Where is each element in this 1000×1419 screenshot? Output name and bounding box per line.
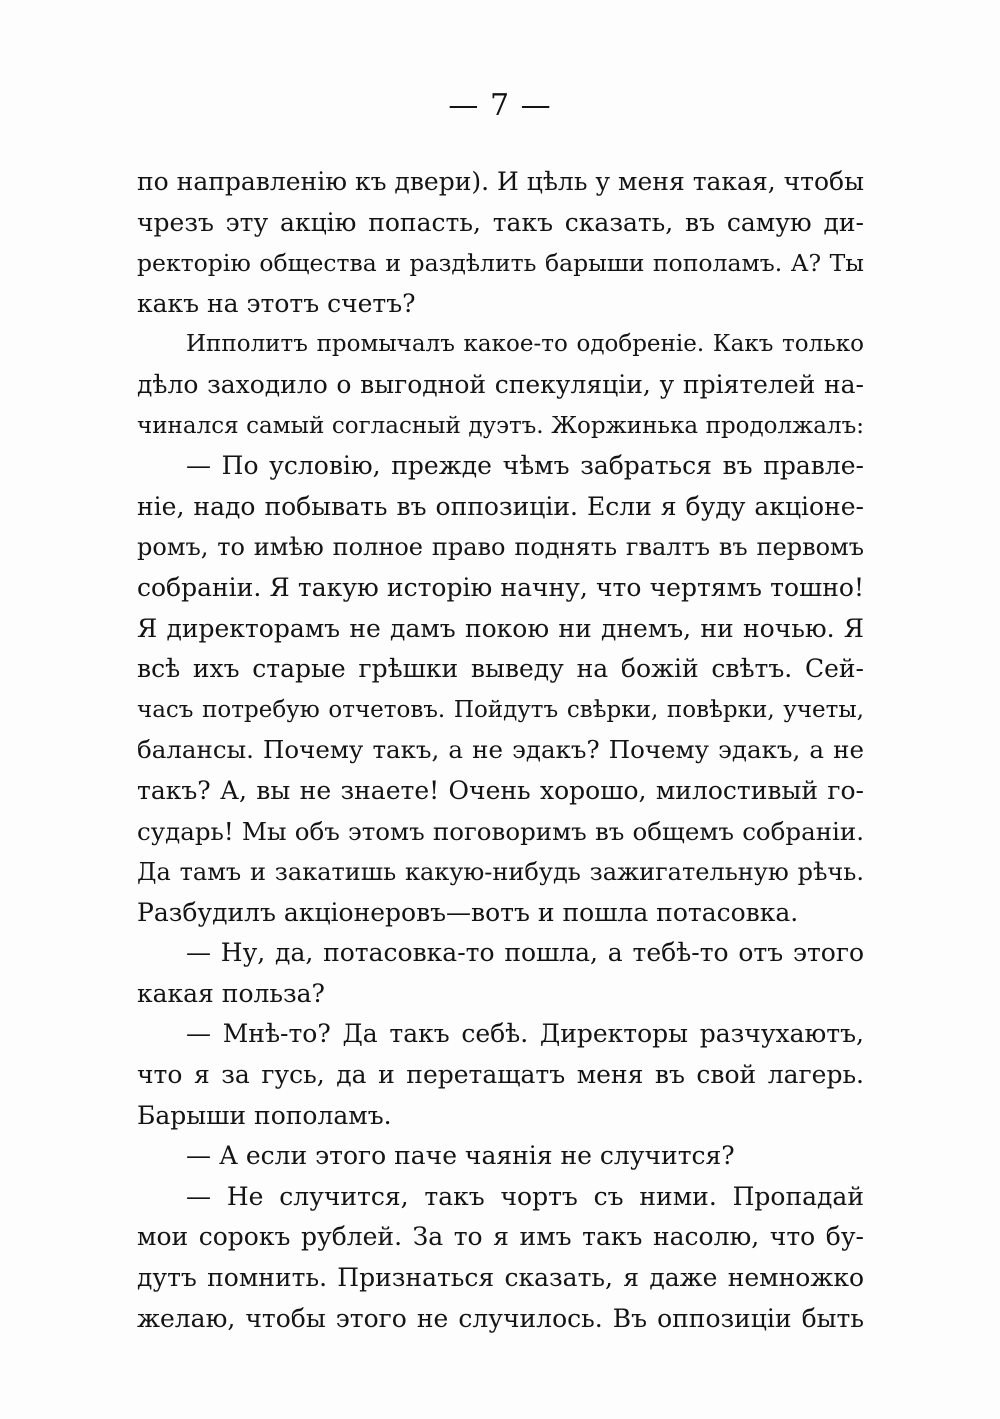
- text-line: какая польза?: [137, 978, 325, 1008]
- body-text: [137, 162, 864, 1339]
- text-line: ректорію общества и раздѣлить барыши пополамъ. А? Ты: [137, 249, 864, 278]
- text-line: всѣ ихъ старые грѣшки выведу на божій свѣтъ. Сей-: [137, 654, 864, 684]
- text-line: дутъ помнить. Признаться сказать, я даже немножко: [137, 1263, 864, 1293]
- text-line: собраніи. Я такую исторію начну, что чертямъ тошно!: [137, 572, 864, 602]
- text-line: сударь! Мы объ этомъ поговоримъ въ общемъ собраніи.: [137, 816, 864, 846]
- text-line: балансы. Почему такъ, а не эдакъ? Почему эдакъ, а не: [137, 735, 864, 765]
- text-line: Я директорамъ не дамъ покою ни днемъ, ни ночью. Я: [137, 613, 864, 643]
- text-line: Разбудилъ акціонеровъ—вотъ и пошла потасовка.: [137, 897, 799, 927]
- text-line: — А если этого паче чаянія не случится?: [186, 1141, 735, 1171]
- text-line: дѣло заходило о выгодной спекуляціи, у пріятелей на-: [137, 369, 864, 399]
- text-line: по направленію къ двери). И цѣль у меня такая, чтобы: [137, 167, 864, 196]
- text-line: мои сорокъ рублей. За то я имъ такъ насолю, что бу-: [137, 1222, 864, 1252]
- text-line: — По условію, прежде чѣмъ забраться въ правле-: [186, 451, 864, 481]
- text-line: — Мнѣ-то? Да такъ себѣ. Директоры разчухаютъ,: [186, 1019, 864, 1049]
- text-line: Ипполитъ промычалъ какое-то одобреніе. Какъ только: [186, 331, 864, 358]
- text-line: что я за гусь, да и перетащатъ меня въ свой лагерь.: [137, 1060, 864, 1090]
- text-line: желаю, чтобы этого не случилось. Въ оппозиціи быть: [137, 1303, 864, 1333]
- text-line: Барыши пополамъ.: [137, 1100, 392, 1130]
- text-line: такъ? А, вы не знаете! Очень хорошо, милостивый го-: [137, 775, 864, 805]
- text-line: какъ на этотъ счетъ?: [137, 288, 416, 318]
- text-line: ніе, надо побывать въ оппозиціи. Если я буду акціоне-: [137, 491, 864, 521]
- text-line: ромъ, то имѣю полное право поднять гвалтъ въ первомъ: [137, 533, 864, 562]
- text-line: чинался самый согласный дуэтъ. Жоржинька продолжалъ:: [137, 412, 864, 439]
- page-number: — 7 —: [448, 88, 552, 123]
- text-line: чрезъ эту акцію попасть, такъ сказать, въ самую ди-: [137, 207, 864, 237]
- text-line: — Ну, да, потасовка-то пошла, а тебѣ-то отъ этого: [186, 938, 864, 968]
- text-line: часъ потребую отчетовъ. Пойдутъ свѣрки, повѣрки, учеты,: [137, 696, 864, 723]
- text-line: Да тамъ и закатишь какую-нибудь зажигательную рѣчь.: [137, 858, 864, 887]
- text-line: — Не случится, такъ чортъ съ ними. Пропадай: [186, 1181, 864, 1211]
